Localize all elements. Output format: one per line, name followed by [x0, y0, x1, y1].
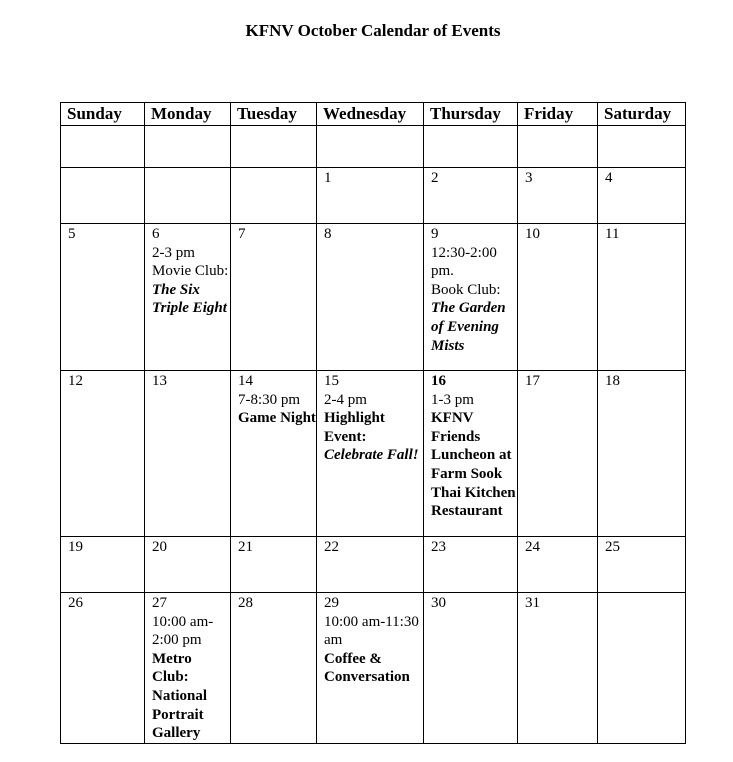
day-cell-sunday	[61, 168, 145, 224]
event-bold-text: Highlight Event:	[324, 410, 385, 445]
day-cell-saturday	[598, 168, 686, 224]
event-description	[238, 409, 316, 428]
day-number: 10	[525, 226, 540, 242]
day-number: 2	[431, 170, 439, 186]
day-cell-thursday	[424, 224, 518, 371]
day-cell-tuesday	[231, 126, 317, 168]
day-cell-monday	[145, 168, 231, 224]
day-number: 1	[324, 170, 332, 186]
event-bold-text: Metro Club: National Portrait Gallery	[152, 650, 208, 742]
day-number: 21	[238, 539, 253, 555]
day-cell-tuesday	[231, 537, 317, 593]
header-friday: Friday	[518, 103, 598, 126]
event-description	[431, 409, 517, 521]
event-description	[152, 650, 230, 743]
day-cell-tuesday	[231, 371, 317, 537]
event-time: 10:00 am-11:30 am	[324, 613, 419, 649]
day-cell-saturday	[598, 126, 686, 168]
day-cell-saturday	[598, 537, 686, 593]
day-number: 27	[152, 595, 167, 611]
day-number: 31	[525, 595, 540, 611]
day-number: 20	[152, 539, 167, 555]
day-cell-sunday	[61, 371, 145, 537]
day-number: 24	[525, 539, 540, 555]
day-cell-thursday	[424, 371, 518, 537]
day-cell-monday	[145, 224, 231, 371]
day-number: 22	[324, 539, 339, 555]
day-cell-monday	[145, 593, 231, 744]
week-row	[61, 537, 686, 593]
event-italic-bold-text: The Six Triple Eight	[152, 281, 227, 317]
header-thursday: Thursday	[424, 103, 518, 126]
day-cell-friday	[518, 371, 598, 537]
day-number: 17	[525, 373, 540, 389]
day-cell-thursday	[424, 593, 518, 744]
day-number: 9	[431, 226, 439, 242]
day-cell-wednesday	[317, 168, 424, 224]
day-cell-sunday	[61, 126, 145, 168]
day-number: 26	[68, 595, 83, 611]
day-number: 30	[431, 595, 446, 611]
header-saturday: Saturday	[598, 103, 686, 126]
day-number: 4	[605, 170, 613, 186]
event-plain-text: Book Club:	[431, 281, 501, 298]
day-cell-sunday	[61, 224, 145, 371]
weekday-header-row	[61, 103, 686, 126]
event-bold-text: Game Night	[238, 410, 316, 427]
event-italic-bold-text: The Garden of Evening Mists	[431, 300, 506, 354]
event-time: 12:30-2:00 pm.	[431, 244, 497, 280]
header-wednesday: Wednesday	[317, 103, 424, 126]
day-number: 18	[605, 373, 620, 389]
day-number: 29	[324, 595, 339, 611]
day-cell-tuesday	[231, 593, 317, 744]
event-time: 1-3 pm	[431, 391, 474, 408]
day-cell-wednesday	[317, 126, 424, 168]
event-description	[324, 650, 423, 687]
event-time: 2-3 pm	[152, 244, 195, 261]
day-cell-saturday	[598, 371, 686, 537]
event-description	[431, 281, 517, 355]
day-cell-sunday	[61, 593, 145, 744]
day-number: 19	[68, 539, 83, 555]
day-cell-thursday	[424, 168, 518, 224]
day-number: 3	[525, 170, 533, 186]
day-cell-friday	[518, 168, 598, 224]
event-italic-bold-text: Celebrate Fall!	[324, 447, 419, 464]
header-sunday: Sunday	[61, 103, 145, 126]
day-cell-wednesday	[317, 371, 424, 537]
day-cell-thursday	[424, 537, 518, 593]
day-cell-monday	[145, 537, 231, 593]
header-monday: Monday	[145, 103, 231, 126]
event-time: 7-8:30 pm	[238, 391, 301, 408]
event-bold-text: KFNV Friends Luncheon at Farm Sook Thai Kitchen Restaurant	[431, 410, 516, 520]
day-cell-friday	[518, 126, 598, 168]
day-cell-sunday	[61, 537, 145, 593]
week-row	[61, 371, 686, 537]
week-row	[61, 593, 686, 744]
day-number: 8	[324, 226, 332, 242]
event-description	[152, 262, 230, 318]
day-cell-friday	[518, 593, 598, 744]
day-number: 25	[605, 539, 620, 555]
day-cell-saturday	[598, 593, 686, 744]
day-cell-friday	[518, 224, 598, 371]
week-row	[61, 126, 686, 168]
event-bold-text: Coffee & Conversation	[324, 650, 410, 686]
calendar-table	[60, 102, 686, 744]
day-number: 14	[238, 373, 253, 389]
day-number: 6	[152, 226, 160, 242]
day-number: 15	[324, 373, 339, 389]
week-row	[61, 224, 686, 371]
day-cell-wednesday	[317, 537, 424, 593]
day-cell-thursday	[424, 126, 518, 168]
day-cell-tuesday	[231, 168, 317, 224]
event-plain-text: Movie Club:	[152, 263, 229, 280]
day-cell-wednesday	[317, 593, 424, 744]
day-cell-monday	[145, 371, 231, 537]
day-number: 23	[431, 539, 446, 555]
day-cell-wednesday	[317, 224, 424, 371]
page-title: KFNV October Calendar of Events	[245, 21, 501, 40]
day-number: 11	[605, 226, 620, 242]
day-number: 13	[152, 373, 167, 389]
day-cell-tuesday	[231, 224, 317, 371]
day-number: 5	[68, 226, 76, 242]
day-number: 16	[431, 373, 446, 389]
day-cell-monday	[145, 126, 231, 168]
day-cell-saturday	[598, 224, 686, 371]
event-time: 10:00 am-2:00 pm	[152, 613, 214, 649]
day-number: 28	[238, 595, 253, 611]
week-row	[61, 168, 686, 224]
event-time: 2-4 pm	[324, 391, 367, 408]
event-description	[324, 409, 423, 465]
day-number: 7	[238, 226, 246, 242]
day-cell-friday	[518, 537, 598, 593]
day-number: 12	[68, 373, 83, 389]
header-tuesday: Tuesday	[231, 103, 317, 126]
